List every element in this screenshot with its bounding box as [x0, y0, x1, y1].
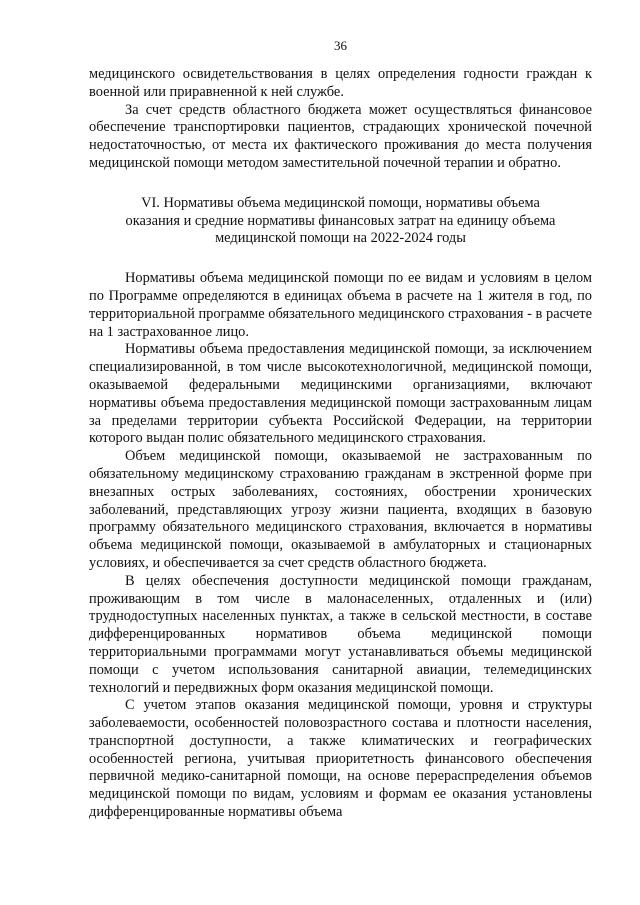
page-number: 36: [334, 38, 347, 53]
paragraph: Нормативы объема предоставления медицинской помощи, за исключением специализированной, в том числе высокотехнологичной, медицинской помощи, оказываемой федеральными медицинскими организациями, включают нормативы объема предоставления медицинской помощи застрахованным лицам за пределами территории субъекта Российской Федерации, на территории которого выдан полис обязательного медицинского страхования.: [89, 341, 592, 447]
section-heading: VI. Нормативы объема медицинской помощи, нормативы объема оказания и средние нормативы финансовых затрат на единицу объема медицинской помощи на 2022-2024 годы: [125, 194, 556, 247]
document-body: [89, 66, 592, 822]
paragraph: В целях обеспечения доступности медицинской помощи гражданам, проживающим в том числе в малонаселенных, отдаленных и (или) труднодоступных населенных пунктах, а также в сельской местности, в составе дифференцированных нормативов объема медицинской помощи территориальными программами могут устанавливаться объемы медицинской помощи с учетом использования санитарной авиации, телемедицинских технологий и передвижных форм оказания медицинской помощи.: [89, 572, 592, 696]
paragraph: медицинского освидетельствования в целях определения годности граждан к военной или приравненной к ней службе.: [89, 66, 592, 100]
paragraph: Объем медицинской помощи, оказываемой не застрахованным по обязательному медицинскому страхованию гражданам в экстренной форме при внезапных острых заболеваниях, состояниях, обострении хронических заболеваний, представляющих угрозу жизни пациента, входящих в базовую программу обязательного медицинского страхования, включается в нормативы объема медицинской помощи, оказываемой в амбулаторных и стационарных условиях, и обеспечивается за счет средств областного бюджета.: [89, 448, 592, 571]
paragraph: За счет средств областного бюджета может осуществляться финансовое обеспечение транспортировки пациентов, страдающих хронической почечной недостаточностью, от места их фактического проживания до места получения медицинской помощи методом заместительной почечной терапии и обратно.: [89, 101, 592, 171]
paragraph: С учетом этапов оказания медицинской помощи, уровня и структуры заболеваемости, особенностей половозрастного состава и плотности населения, транспортной доступности, а также климатических и географических особенностей региона, учитывая приоритетность финансового обеспечения первичной медико-санитарной помощи, на основе перераспределения объемов медицинской помощи по видам, условиям и формам ее оказания установлены дифференцированные нормативы объема: [89, 697, 592, 821]
paragraph: Нормативы объема медицинской помощи по ее видам и условиям в целом по Программе определяются в единицах объема в расчете на 1 жителя в год, по территориальной программе обязательного медицинского страхования - в расчете на 1 застрахованное лицо.: [89, 270, 592, 340]
